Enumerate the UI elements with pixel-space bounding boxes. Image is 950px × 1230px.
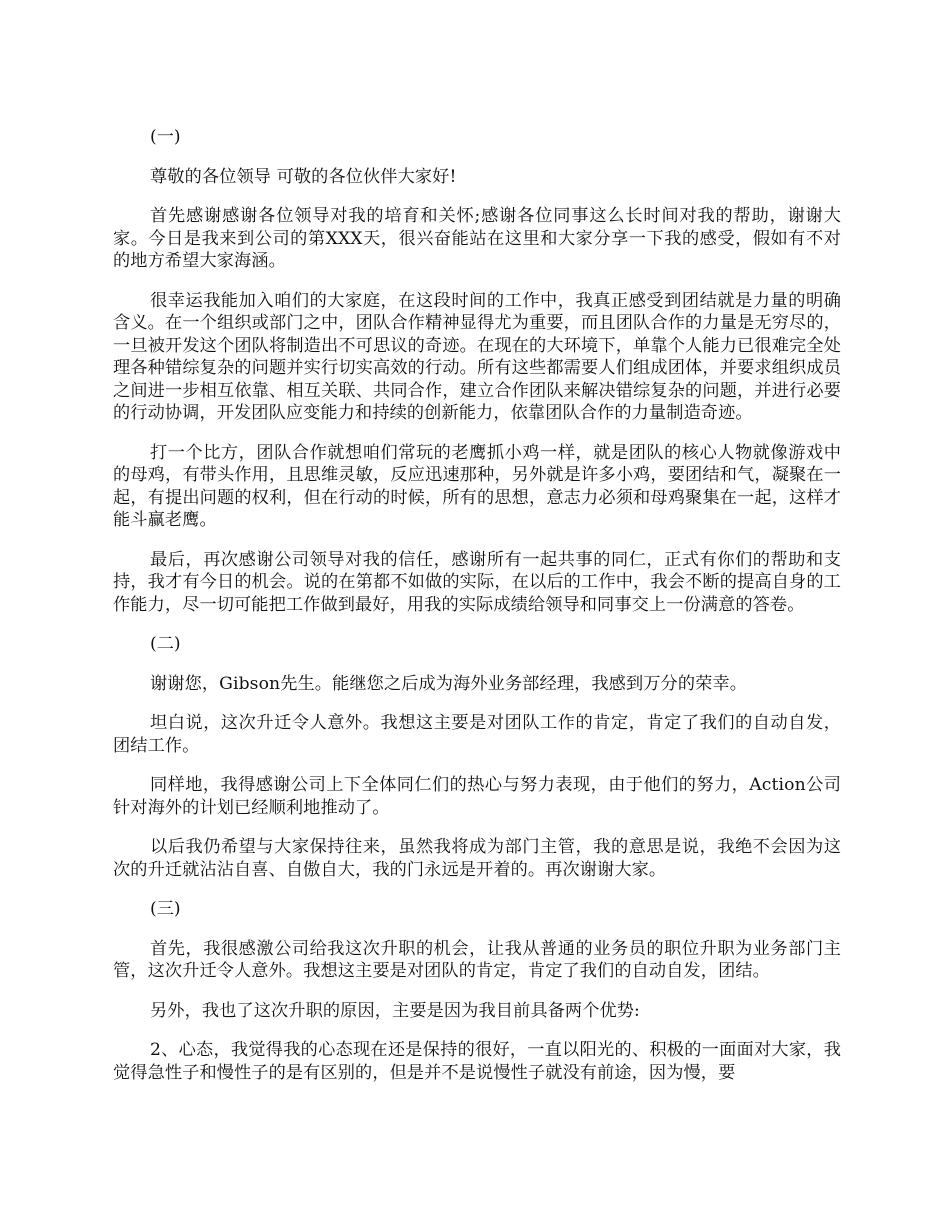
paragraph: 最后，再次感谢公司领导对我的信任，感谢所有一起共事的同仁，正式有你们的帮助和支持，我才有今日的机会。说的在第都不如做的实际，在以后的工作中，我会不断的提高自身的工作能力，尽一切可能把工作做到最好，用我的实际成绩给领导和同事交上一份满意的答卷。 — [113, 549, 841, 615]
section-heading-1: (一) — [150, 127, 181, 147]
paragraph: 尊敬的各位领导 可敬的各位伙伴大家好! — [150, 166, 457, 187]
paragraph: 很幸运我能加入咱们的大家庭，在这段时间的工作中，我真正感受到团结就是力量的明确含义。在一个组织或部门之中，团队合作精神显得尤为重要，而且团队合作的力量是无穷尽的，一旦被开发这个团队将制造出不可思议的奇迹。在现在的大环境下，单靠个人能力已很难完全处理各种错综复杂的问题并实行切实高效的行动。所有这些都需要人们组成团体，并要求组织成员之间进一步相互依靠、相互关联、共同合作，建立合作团队来解决错综复杂的问题，并进行必要的行动协调，开发团队应变能力和持续的创新能力，依靠团队合作的力量制造奇迹。 — [113, 290, 841, 423]
paragraph: 以后我仍希望与大家保持往来，虽然我将成为部门主管，我的意思是说，我绝不会因为这次的升迁就沾沾自喜、自傲自大，我的门永远是开着的。再次谢谢大家。 — [113, 837, 841, 880]
paragraph: 打一个比方，团队合作就想咱们常玩的老鹰抓小鸡一样，就是团队的核心人物就像游戏中的母鸡，有带头作用，且思维灵敏，反应迅速那种，另外就是许多小鸡，要团结和气，凝聚在一起，有提出问题的权利，但在行动的时候，所有的思想，意志力必须和母鸡聚集在一起，这样才能斗赢老鹰。 — [113, 442, 841, 530]
paragraph: 同样地，我得感谢公司上下全体同仁们的热心与努力表现，由于他们的努力，Action公司针对海外的计划已经顺利地推动了。 — [113, 775, 841, 818]
paragraph: 首先，我很感激公司给我这次升职的机会，让我从普通的业务员的职位升职为业务部门主管，这次升迁令人意外。我想这主要是对团队的肯定，肯定了我们的自动自发，团结。 — [113, 938, 841, 981]
paragraph: 另外，我也了这次升职的原因，主要是因为我目前具备两个优势: — [150, 1000, 640, 1021]
paragraph: 坦白说，这次升迁令人意外。我想这主要是对团队工作的肯定，肯定了我们的自动自发，团结工作。 — [113, 713, 841, 756]
paragraph: 谢谢您，Gibson先生。能继您之后成为海外业务部经理，我感到万分的荣幸。 — [150, 673, 747, 694]
paragraph: 2、心态，我觉得我的心态现在还是保持的很好，一直以阳光的、积极的一面面对大家，我觉得急性子和慢性子的是有区别的，但是并不是说慢性子就没有前途，因为慢，要 — [113, 1040, 841, 1083]
document-body — [113, 126, 841, 1101]
section-heading-2: (二) — [150, 634, 181, 654]
section-heading-3: (三) — [150, 899, 181, 919]
paragraph: 首先感谢感谢各位领导对我的培育和关怀;感谢各位同事这么长时间对我的帮助，谢谢大家。今日是我来到公司的第XXX天，很兴奋能站在这里和大家分享一下我的感受，假如有不对的地方希望大家海涵。 — [113, 206, 841, 271]
